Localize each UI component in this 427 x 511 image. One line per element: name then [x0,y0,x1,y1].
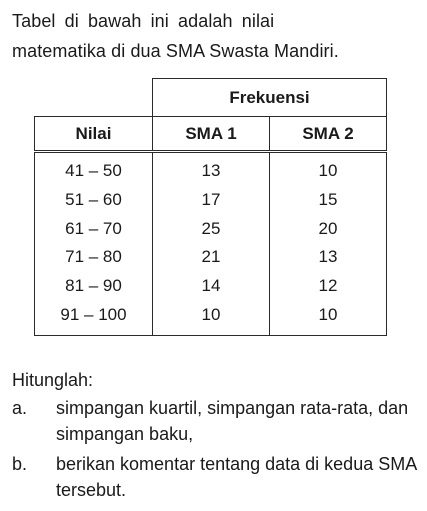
sma2-cell: 15 [270,186,387,215]
sma2-header: SMA 2 [270,117,387,152]
nilai-cell: 81 – 90 [35,272,153,301]
task-list [12,395,417,507]
table-header-row [35,117,387,152]
table-row [35,300,387,335]
question-prompt: Hitunglah: [12,370,94,390]
list-item-text: simpangan kuartil, simpangan rata-rata, dan simpangan baku, [56,398,409,444]
table-row [35,152,387,186]
table-row [35,186,387,215]
sma2-cell: 12 [270,272,387,301]
list-item [12,451,417,503]
table-group-header-row [35,79,387,117]
table-corner-cell [35,79,153,117]
intro-line-1: Tabel di bawah ini adalah nilai [12,11,275,31]
table-row [35,272,387,301]
nilai-cell: 41 – 50 [35,152,153,186]
frequency-table [34,78,387,336]
sma1-cell: 10 [153,300,270,335]
table-row [35,214,387,243]
sma2-cell: 13 [270,243,387,272]
intro-text [12,6,417,66]
list-item-text: berikan komentar tentang data di kedua SMA tersebut. [56,454,417,500]
sma1-header: SMA 1 [153,117,270,152]
sma1-cell: 21 [153,243,270,272]
sma2-cell: 10 [270,152,387,186]
sma2-cell: 10 [270,300,387,335]
nilai-cell: 71 – 80 [35,243,153,272]
frekuensi-header: Frekuensi [153,79,387,117]
list-item [12,395,417,447]
table-row [35,243,387,272]
nilai-cell: 91 – 100 [35,300,153,335]
nilai-cell: 61 – 70 [35,214,153,243]
sma1-cell: 25 [153,214,270,243]
intro-line-2: matematika di dua SMA Swasta Mandiri. [12,41,339,61]
sma1-cell: 17 [153,186,270,215]
list-marker: b. [12,454,28,474]
sma1-cell: 14 [153,272,270,301]
list-marker: a. [12,398,28,418]
sma1-cell: 13 [153,152,270,186]
sma2-cell: 20 [270,214,387,243]
nilai-cell: 51 – 60 [35,186,153,215]
nilai-header: Nilai [35,117,153,152]
